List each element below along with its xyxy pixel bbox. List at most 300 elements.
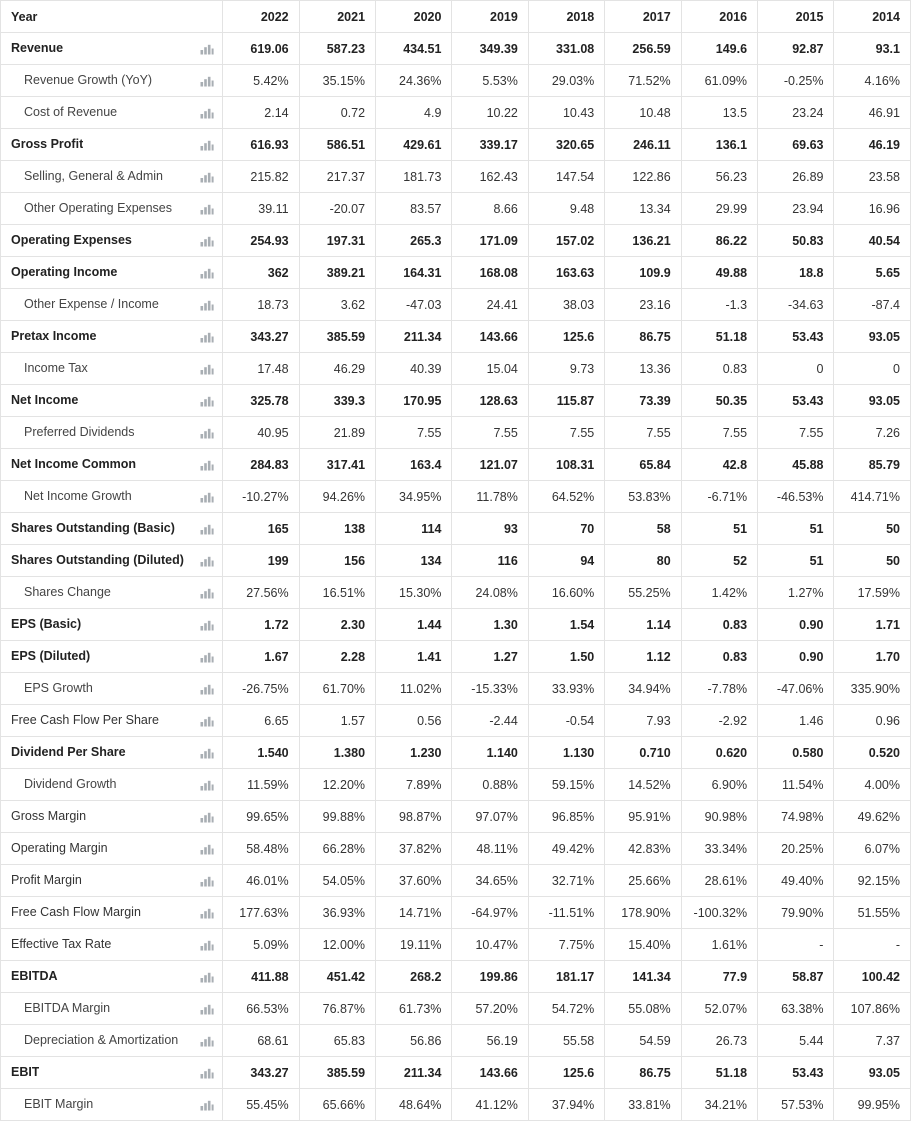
cell-2016: -100.32%	[681, 897, 757, 929]
cell-2014: 0	[834, 353, 911, 385]
cell-2014: 16.96	[834, 193, 911, 225]
cell-2014: 49.62%	[834, 801, 911, 833]
cell-2015: 0.580	[758, 737, 834, 769]
cell-2016: 0.620	[681, 737, 757, 769]
cell-2022: 284.83	[223, 449, 299, 481]
cell-2018: 54.72%	[528, 993, 604, 1025]
cell-2022: 18.73	[223, 289, 299, 321]
row-label-cell	[1, 577, 223, 609]
table-row	[1, 65, 911, 97]
cell-2017: 246.11	[605, 129, 681, 161]
bar-chart-icon[interactable]	[200, 235, 214, 247]
cell-2019: 93	[452, 513, 528, 545]
bar-chart-icon[interactable]	[200, 715, 214, 727]
cell-2020: 14.71%	[376, 897, 452, 929]
cell-2021: 35.15%	[299, 65, 375, 97]
cell-2020: 429.61	[376, 129, 452, 161]
cell-2022: 199	[223, 545, 299, 577]
bar-chart-icon[interactable]	[200, 651, 214, 663]
cell-2020: 1.44	[376, 609, 452, 641]
cell-2019: 24.08%	[452, 577, 528, 609]
cell-2016: 0.83	[681, 641, 757, 673]
cell-2022: 55.45%	[223, 1089, 299, 1121]
cell-2016: 6.90%	[681, 769, 757, 801]
table-row	[1, 929, 911, 961]
row-label[interactable]: Profit Margin	[11, 873, 82, 887]
row-label-cell	[1, 1089, 223, 1121]
cell-2022: -10.27%	[223, 481, 299, 513]
cell-2021: 217.37	[299, 161, 375, 193]
cell-2019: 15.04	[452, 353, 528, 385]
bar-chart-icon[interactable]	[200, 363, 214, 375]
cell-2018: 64.52%	[528, 481, 604, 513]
bar-chart-icon[interactable]	[200, 299, 214, 311]
row-label-cell	[1, 289, 223, 321]
cell-2021: 76.87%	[299, 993, 375, 1025]
cell-2019: 7.55	[452, 417, 528, 449]
cell-2018: 1.54	[528, 609, 604, 641]
cell-2014: 50	[834, 545, 911, 577]
cell-2017: 23.16	[605, 289, 681, 321]
cell-2021: 389.21	[299, 257, 375, 289]
bar-chart-icon[interactable]	[200, 811, 214, 823]
table-row	[1, 865, 911, 897]
cell-2019: 162.43	[452, 161, 528, 193]
bar-chart-icon[interactable]	[200, 427, 214, 439]
row-label[interactable]: Free Cash Flow Per Share	[11, 713, 159, 727]
cell-2019: 97.07%	[452, 801, 528, 833]
cell-2017: 58	[605, 513, 681, 545]
cell-2020: 434.51	[376, 33, 452, 65]
header-year-2014[interactable]: 2014	[834, 1, 911, 33]
bar-chart-icon[interactable]	[200, 331, 214, 343]
cell-2019: 56.19	[452, 1025, 528, 1057]
row-label[interactable]: Shares Outstanding (Diluted)	[11, 553, 184, 567]
bar-chart-icon[interactable]	[200, 683, 214, 695]
cell-2022: 215.82	[223, 161, 299, 193]
row-label-cell	[1, 705, 223, 737]
header-year-2020[interactable]: 2020	[376, 1, 452, 33]
bar-chart-icon[interactable]	[200, 491, 214, 503]
row-label[interactable]: Revenue Growth (YoY)	[24, 73, 153, 87]
cell-2017: 86.75	[605, 1057, 681, 1089]
cell-2019: 34.65%	[452, 865, 528, 897]
cell-2014: 414.71%	[834, 481, 911, 513]
bar-chart-icon[interactable]	[200, 203, 214, 215]
cell-2017: 42.83%	[605, 833, 681, 865]
cell-2014: 1.70	[834, 641, 911, 673]
bar-chart-icon[interactable]	[200, 1099, 214, 1111]
cell-2020: 19.11%	[376, 929, 452, 961]
cell-2017: 0.710	[605, 737, 681, 769]
cell-2021: 21.89	[299, 417, 375, 449]
row-label-cell	[1, 353, 223, 385]
cell-2016: 77.9	[681, 961, 757, 993]
cell-2017: 65.84	[605, 449, 681, 481]
cell-2020: 37.82%	[376, 833, 452, 865]
cell-2019: 1.140	[452, 737, 528, 769]
table-row	[1, 353, 911, 385]
cell-2016: 51	[681, 513, 757, 545]
cell-2017: 7.93	[605, 705, 681, 737]
row-label-cell	[1, 929, 223, 961]
cell-2017: 109.9	[605, 257, 681, 289]
cell-2019: 0.88%	[452, 769, 528, 801]
cell-2019: 349.39	[452, 33, 528, 65]
cell-2018: 59.15%	[528, 769, 604, 801]
header-year-2015[interactable]: 2015	[758, 1, 834, 33]
cell-2021: -20.07	[299, 193, 375, 225]
bar-chart-icon[interactable]	[200, 171, 214, 183]
row-label-cell	[1, 641, 223, 673]
bar-chart-icon[interactable]	[200, 587, 214, 599]
cell-2014: 51.55%	[834, 897, 911, 929]
bar-chart-icon[interactable]	[200, 459, 214, 471]
table-row	[1, 481, 911, 513]
cell-2018: 1.130	[528, 737, 604, 769]
bar-chart-icon[interactable]	[200, 779, 214, 791]
cell-2022: 616.93	[223, 129, 299, 161]
table-row	[1, 897, 911, 929]
cell-2020: 268.2	[376, 961, 452, 993]
cell-2022: 99.65%	[223, 801, 299, 833]
header-year-2016[interactable]: 2016	[681, 1, 757, 33]
cell-2017: 13.34	[605, 193, 681, 225]
cell-2016: 28.61%	[681, 865, 757, 897]
cell-2019: 121.07	[452, 449, 528, 481]
cell-2021: 317.41	[299, 449, 375, 481]
bar-chart-icon[interactable]	[200, 75, 214, 87]
cell-2020: 1.230	[376, 737, 452, 769]
bar-chart-icon[interactable]	[200, 267, 214, 279]
cell-2016: 86.22	[681, 225, 757, 257]
cell-2020: 114	[376, 513, 452, 545]
cell-2018: 331.08	[528, 33, 604, 65]
cell-2022: 66.53%	[223, 993, 299, 1025]
cell-2018: 108.31	[528, 449, 604, 481]
bar-chart-icon[interactable]	[200, 523, 214, 535]
row-label[interactable]: Effective Tax Rate	[11, 937, 112, 951]
bar-chart-icon[interactable]	[200, 107, 214, 119]
cell-2022: 254.93	[223, 225, 299, 257]
bar-chart-icon[interactable]	[200, 43, 214, 55]
cell-2022: 177.63%	[223, 897, 299, 929]
cell-2015: 26.89	[758, 161, 834, 193]
cell-2017: 122.86	[605, 161, 681, 193]
row-label[interactable]: EPS Growth	[24, 681, 93, 695]
cell-2022: 11.59%	[223, 769, 299, 801]
cell-2022: 362	[223, 257, 299, 289]
cell-2022: 325.78	[223, 385, 299, 417]
row-label[interactable]: EBITDA	[11, 969, 58, 983]
bar-chart-icon[interactable]	[200, 1035, 214, 1047]
row-label[interactable]: Operating Margin	[11, 841, 108, 855]
row-label[interactable]: Other Expense / Income	[24, 297, 159, 311]
bar-chart-icon[interactable]	[200, 875, 214, 887]
row-label[interactable]: Operating Income	[11, 265, 118, 279]
header-year-2021[interactable]: 2021	[299, 1, 375, 33]
cell-2017: 53.83%	[605, 481, 681, 513]
cell-2015: 74.98%	[758, 801, 834, 833]
cell-2015: 23.24	[758, 97, 834, 129]
row-label-cell	[1, 225, 223, 257]
cell-2018: 1.50	[528, 641, 604, 673]
cell-2020: 40.39	[376, 353, 452, 385]
cell-2020: 7.89%	[376, 769, 452, 801]
cell-2016: 50.35	[681, 385, 757, 417]
cell-2019: 57.20%	[452, 993, 528, 1025]
cell-2017: 25.66%	[605, 865, 681, 897]
cell-2022: 411.88	[223, 961, 299, 993]
cell-2017: 136.21	[605, 225, 681, 257]
table-row	[1, 641, 911, 673]
row-label[interactable]: Shares Outstanding (Basic)	[11, 521, 175, 535]
row-label-cell	[1, 673, 223, 705]
header-year-2017[interactable]: 2017	[605, 1, 681, 33]
cell-2021: 339.3	[299, 385, 375, 417]
cell-2014: 93.05	[834, 385, 911, 417]
row-label[interactable]: Income Tax	[24, 361, 88, 375]
cell-2016: 0.83	[681, 353, 757, 385]
cell-2015: 79.90%	[758, 897, 834, 929]
row-label-cell	[1, 257, 223, 289]
cell-2018: 7.55	[528, 417, 604, 449]
row-label[interactable]: EBITDA Margin	[24, 1001, 111, 1015]
row-label[interactable]: Net Income Growth	[24, 489, 132, 503]
cell-2022: 343.27	[223, 321, 299, 353]
cell-2015: 53.43	[758, 385, 834, 417]
cell-2019: 143.66	[452, 1057, 528, 1089]
table-row	[1, 673, 911, 705]
cell-2014: 92.15%	[834, 865, 911, 897]
cell-2016: 7.55	[681, 417, 757, 449]
row-label[interactable]: Selling, General & Admin	[24, 169, 163, 183]
row-label[interactable]: EBIT	[11, 1065, 40, 1079]
cell-2018: 157.02	[528, 225, 604, 257]
cell-2020: 11.02%	[376, 673, 452, 705]
row-label[interactable]: Gross Margin	[11, 809, 87, 823]
cell-2021: 61.70%	[299, 673, 375, 705]
cell-2019: 168.08	[452, 257, 528, 289]
cell-2016: 149.6	[681, 33, 757, 65]
cell-2014: 100.42	[834, 961, 911, 993]
cell-2018: -11.51%	[528, 897, 604, 929]
cell-2015: -47.06%	[758, 673, 834, 705]
bar-chart-icon[interactable]	[200, 619, 214, 631]
cell-2014: 23.58	[834, 161, 911, 193]
cell-2020: 163.4	[376, 449, 452, 481]
cell-2015: 50.83	[758, 225, 834, 257]
row-label-cell	[1, 545, 223, 577]
cell-2015: -46.53%	[758, 481, 834, 513]
header-year-2019[interactable]: 2019	[452, 1, 528, 33]
cell-2014: 40.54	[834, 225, 911, 257]
cell-2020: 170.95	[376, 385, 452, 417]
bar-chart-icon[interactable]	[200, 907, 214, 919]
row-label[interactable]: Depreciation & Amortization	[24, 1033, 179, 1047]
cell-2022: 5.09%	[223, 929, 299, 961]
row-label[interactable]: Net Income	[11, 393, 79, 407]
cell-2020: 15.30%	[376, 577, 452, 609]
cell-2017: 73.39	[605, 385, 681, 417]
row-label-cell	[1, 449, 223, 481]
cell-2019: -2.44	[452, 705, 528, 737]
cell-2018: 320.65	[528, 129, 604, 161]
table-row	[1, 97, 911, 129]
cell-2014: 85.79	[834, 449, 911, 481]
row-label[interactable]: Shares Change	[24, 585, 111, 599]
header-year-label[interactable]: Year	[1, 1, 223, 33]
row-label[interactable]: Dividend Growth	[24, 777, 117, 791]
cell-2019: 5.53%	[452, 65, 528, 97]
cell-2015: 11.54%	[758, 769, 834, 801]
cell-2018: 115.87	[528, 385, 604, 417]
cell-2019: 48.11%	[452, 833, 528, 865]
cell-2020: -47.03	[376, 289, 452, 321]
cell-2018: 16.60%	[528, 577, 604, 609]
cell-2016: 49.88	[681, 257, 757, 289]
cell-2016: -6.71%	[681, 481, 757, 513]
header-year-2022[interactable]: 2022	[223, 1, 299, 33]
cell-2015: 0.90	[758, 609, 834, 641]
cell-2015: 5.44	[758, 1025, 834, 1057]
cell-2020: 0.56	[376, 705, 452, 737]
cell-2018: 37.94%	[528, 1089, 604, 1121]
bar-chart-icon[interactable]	[200, 939, 214, 951]
cell-2014: 0.96	[834, 705, 911, 737]
cell-2020: 265.3	[376, 225, 452, 257]
cell-2016: 33.34%	[681, 833, 757, 865]
row-label-cell	[1, 33, 223, 65]
cell-2021: 66.28%	[299, 833, 375, 865]
row-label[interactable]: EPS (Basic)	[11, 617, 82, 631]
row-label[interactable]: Pretax Income	[11, 329, 97, 343]
cell-2022: 5.42%	[223, 65, 299, 97]
table-row	[1, 225, 911, 257]
cell-2020: 24.36%	[376, 65, 452, 97]
cell-2019: 1.27	[452, 641, 528, 673]
cell-2018: 55.58	[528, 1025, 604, 1057]
cell-2016: 1.61%	[681, 929, 757, 961]
row-label-cell	[1, 833, 223, 865]
cell-2020: 61.73%	[376, 993, 452, 1025]
cell-2016: -7.78%	[681, 673, 757, 705]
cell-2021: 156	[299, 545, 375, 577]
cell-2021: 1.380	[299, 737, 375, 769]
table-row	[1, 33, 911, 65]
cell-2022: 58.48%	[223, 833, 299, 865]
row-label[interactable]: Revenue	[11, 41, 64, 55]
cell-2014: -	[834, 929, 911, 961]
table-row	[1, 257, 911, 289]
cell-2015: 51	[758, 545, 834, 577]
row-label[interactable]: Gross Profit	[11, 137, 84, 151]
row-label-cell	[1, 993, 223, 1025]
cell-2018: 125.6	[528, 321, 604, 353]
row-label-cell	[1, 801, 223, 833]
row-label[interactable]: Dividend Per Share	[11, 745, 126, 759]
row-label-cell	[1, 865, 223, 897]
cell-2022: 39.11	[223, 193, 299, 225]
cell-2019: -64.97%	[452, 897, 528, 929]
cell-2017: 1.12	[605, 641, 681, 673]
bar-chart-icon[interactable]	[200, 843, 214, 855]
cell-2022: 165	[223, 513, 299, 545]
bar-chart-icon[interactable]	[200, 747, 214, 759]
cell-2015: 53.43	[758, 321, 834, 353]
cell-2022: 343.27	[223, 1057, 299, 1089]
cell-2019: 41.12%	[452, 1089, 528, 1121]
cell-2016: 13.5	[681, 97, 757, 129]
cell-2019: 24.41	[452, 289, 528, 321]
row-label-cell	[1, 769, 223, 801]
cell-2017: 33.81%	[605, 1089, 681, 1121]
cell-2022: 1.72	[223, 609, 299, 641]
row-label[interactable]: Preferred Dividends	[24, 425, 135, 439]
cell-2014: 93.05	[834, 1057, 911, 1089]
row-label-cell	[1, 129, 223, 161]
row-label[interactable]: Operating Expenses	[11, 233, 132, 247]
row-label[interactable]: Other Operating Expenses	[24, 201, 172, 215]
cell-2015: 23.94	[758, 193, 834, 225]
cell-2021: 2.30	[299, 609, 375, 641]
row-label[interactable]: Free Cash Flow Margin	[11, 905, 141, 919]
bar-chart-icon[interactable]	[200, 971, 214, 983]
cell-2018: 70	[528, 513, 604, 545]
row-label-cell	[1, 481, 223, 513]
cell-2015: 63.38%	[758, 993, 834, 1025]
cell-2015: 53.43	[758, 1057, 834, 1089]
bar-chart-icon[interactable]	[200, 1067, 214, 1079]
cell-2018: 94	[528, 545, 604, 577]
row-label-cell	[1, 385, 223, 417]
bar-chart-icon[interactable]	[200, 555, 214, 567]
row-label[interactable]: EPS (Diluted)	[11, 649, 91, 663]
cell-2017: 80	[605, 545, 681, 577]
cell-2015: -0.25%	[758, 65, 834, 97]
cell-2015: 0.90	[758, 641, 834, 673]
bar-chart-icon[interactable]	[200, 395, 214, 407]
cell-2021: 99.88%	[299, 801, 375, 833]
table-row	[1, 961, 911, 993]
cell-2014: 46.19	[834, 129, 911, 161]
cell-2021: 197.31	[299, 225, 375, 257]
cell-2014: 93.05	[834, 321, 911, 353]
cell-2017: 71.52%	[605, 65, 681, 97]
header-year-2018[interactable]: 2018	[528, 1, 604, 33]
cell-2021: 385.59	[299, 321, 375, 353]
cell-2020: 4.9	[376, 97, 452, 129]
bar-chart-icon[interactable]	[200, 1003, 214, 1015]
row-label-cell	[1, 65, 223, 97]
cell-2014: 0.520	[834, 737, 911, 769]
cell-2020: 48.64%	[376, 1089, 452, 1121]
table-row	[1, 321, 911, 353]
bar-chart-icon[interactable]	[200, 139, 214, 151]
cell-2019: 10.22	[452, 97, 528, 129]
cell-2020: 83.57	[376, 193, 452, 225]
cell-2021: 3.62	[299, 289, 375, 321]
row-label-cell	[1, 1057, 223, 1089]
row-label[interactable]: EBIT Margin	[24, 1097, 94, 1111]
cell-2016: 56.23	[681, 161, 757, 193]
row-label[interactable]: Net Income Common	[11, 457, 137, 471]
cell-2021: 94.26%	[299, 481, 375, 513]
cell-2015: 57.53%	[758, 1089, 834, 1121]
table-row	[1, 1057, 911, 1089]
cell-2022: 46.01%	[223, 865, 299, 897]
row-label[interactable]: Cost of Revenue	[24, 105, 118, 119]
